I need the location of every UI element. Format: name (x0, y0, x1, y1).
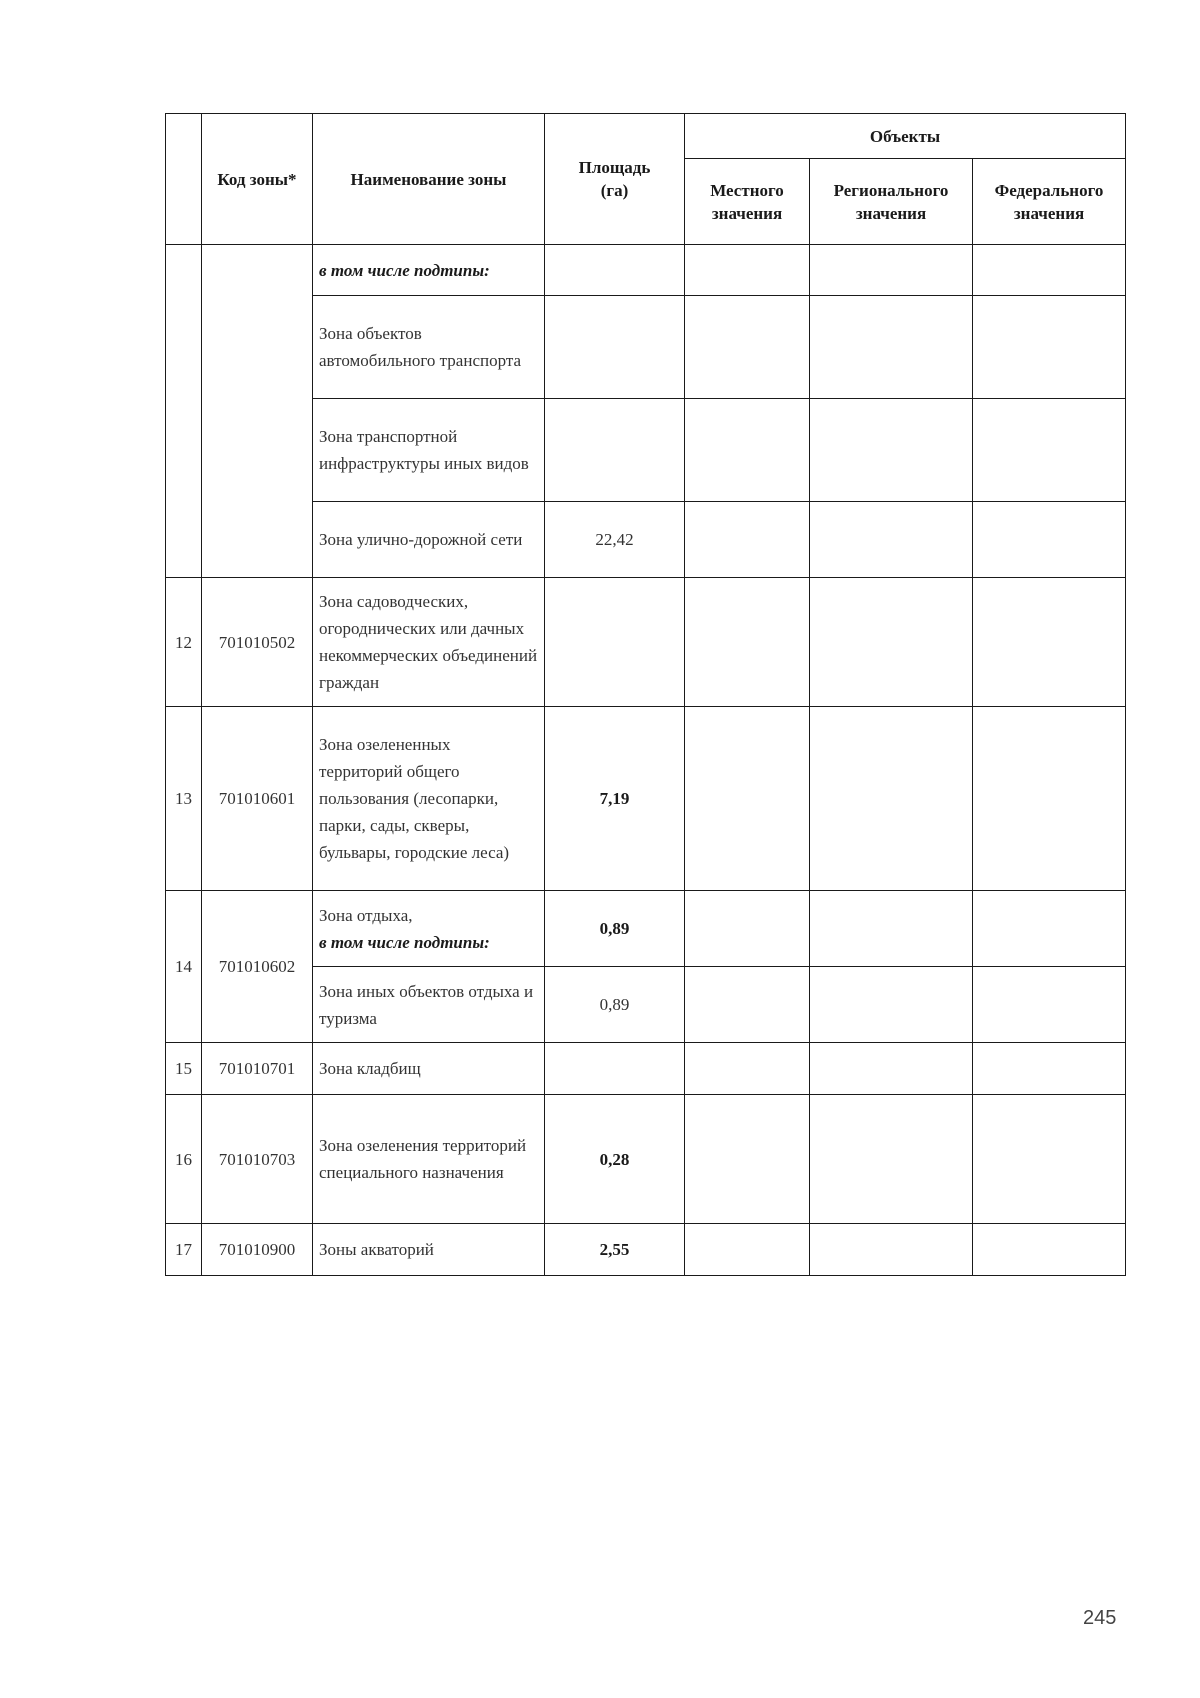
federal-cell (973, 967, 1126, 1043)
local-cell (685, 967, 810, 1043)
regional-cell (810, 578, 973, 707)
local-cell (685, 399, 810, 502)
area-cell (545, 245, 685, 296)
num-cell: 13 (166, 707, 202, 891)
header-area (545, 114, 685, 245)
num-cell: 12 (166, 578, 202, 707)
table-row (166, 891, 1126, 967)
name-cell: Зона кладбищ (313, 1043, 545, 1095)
code-cell: 701010601 (202, 707, 313, 891)
header-local-line2: значения (711, 203, 783, 223)
header-area-line2: (га) (600, 181, 629, 200)
federal-cell (973, 296, 1126, 399)
header-name: Наименование зоны (313, 114, 545, 245)
regional-cell (810, 707, 973, 891)
federal-cell (973, 891, 1126, 967)
name-cell: Зона садоводческих, огороднических или дачных некоммерческих объединений граждан (313, 578, 545, 707)
local-cell (685, 1043, 810, 1095)
num-cell: 17 (166, 1224, 202, 1276)
table-row (166, 245, 1126, 296)
header-federal-line1: Федерального (994, 180, 1104, 200)
regional-cell (810, 891, 973, 967)
regional-cell (810, 245, 973, 296)
area-cell: 2,55 (545, 1224, 685, 1276)
code-cell: 701010701 (202, 1043, 313, 1095)
local-cell (685, 1095, 810, 1224)
name-line: Зона отдыха, (319, 905, 413, 925)
regional-cell (810, 1224, 973, 1276)
num-cell: 16 (166, 1095, 202, 1224)
table-row (166, 1224, 1126, 1276)
name-cell: Зона объектов автомобильного транспорта (313, 296, 545, 399)
table-row (166, 578, 1126, 707)
name-cell: Зона озеленения территорий специального назначения (313, 1095, 545, 1224)
local-cell (685, 296, 810, 399)
name-subtypes-line: в том числе подтипы: (319, 932, 490, 952)
local-cell (685, 245, 810, 296)
zones-table (165, 113, 1126, 1276)
header-regional-line2: значения (855, 203, 927, 223)
federal-cell (973, 1224, 1126, 1276)
area-cell: 7,19 (545, 707, 685, 891)
regional-cell (810, 502, 973, 578)
federal-cell (973, 1095, 1126, 1224)
area-cell (545, 296, 685, 399)
regional-cell (810, 399, 973, 502)
local-cell (685, 502, 810, 578)
federal-cell (973, 245, 1126, 296)
regional-cell (810, 967, 973, 1043)
regional-cell (810, 1043, 973, 1095)
code-cell: 701010602 (202, 891, 313, 1043)
table-row (166, 707, 1126, 891)
area-cell (545, 578, 685, 707)
name-cell: Зона иных объектов отдыха и туризма (313, 967, 545, 1043)
local-cell (685, 891, 810, 967)
area-cell: 0,89 (545, 967, 685, 1043)
header-code: Код зоны* (202, 114, 313, 245)
header-regional (810, 159, 973, 245)
name-cell: Зона улично-дорожной сети (313, 502, 545, 578)
table-row (166, 1095, 1126, 1224)
local-cell (685, 578, 810, 707)
table-row (166, 1043, 1126, 1095)
federal-cell (973, 1043, 1126, 1095)
header-objects: Объекты (685, 114, 1126, 159)
name-cell: Зоны акваторий (313, 1224, 545, 1276)
federal-cell (973, 502, 1126, 578)
num-cell: 15 (166, 1043, 202, 1095)
header-federal (973, 159, 1126, 245)
regional-cell (810, 296, 973, 399)
local-cell (685, 707, 810, 891)
name-cell: Зона транспортной инфраструктуры иных видов (313, 399, 545, 502)
header-regional-line1: Регионального (833, 180, 949, 200)
area-cell (545, 1043, 685, 1095)
local-cell (685, 1224, 810, 1276)
code-cell: 701010703 (202, 1095, 313, 1224)
header-num (166, 114, 202, 245)
code-cell: 701010502 (202, 578, 313, 707)
header-local-line1: Местного (710, 180, 784, 200)
federal-cell (973, 707, 1126, 891)
name-cell: в том числе подтипы: (313, 245, 545, 296)
area-cell: 0,28 (545, 1095, 685, 1224)
header-area-line1: Площадь (578, 158, 651, 177)
federal-cell (973, 578, 1126, 707)
area-cell: 22,42 (545, 502, 685, 578)
area-cell: 0,89 (545, 891, 685, 967)
area-cell (545, 399, 685, 502)
regional-cell (810, 1095, 973, 1224)
name-cell (313, 891, 545, 967)
code-cell: 701010900 (202, 1224, 313, 1276)
header-local (685, 159, 810, 245)
federal-cell (973, 399, 1126, 502)
header-federal-line2: значения (1013, 203, 1085, 223)
name-cell: Зона озелененных территорий общего пользования (лесопарки, парки, сады, скверы, бульвары, городские леса) (313, 707, 545, 891)
num-cell: 14 (166, 891, 202, 1043)
num-cell (166, 245, 202, 578)
page-number: 245 (1083, 1607, 1117, 1629)
code-cell (202, 245, 313, 578)
